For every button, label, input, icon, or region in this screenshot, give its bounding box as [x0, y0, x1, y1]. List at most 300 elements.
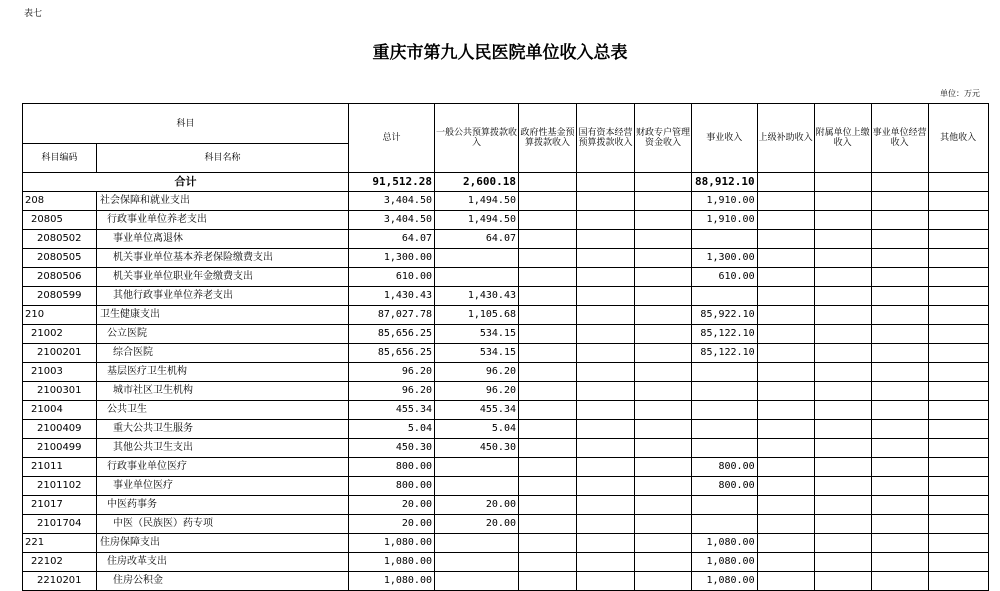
- row-value: [635, 477, 692, 496]
- row-value: [757, 534, 814, 553]
- row-value: 87,027.78: [349, 306, 435, 325]
- row-value: 85,122.10: [692, 325, 758, 344]
- row-value: 800.00: [692, 477, 758, 496]
- row-value: 1,430.43: [435, 287, 519, 306]
- row-code: 2080599: [23, 287, 97, 306]
- row-value: 96.20: [435, 382, 519, 401]
- page-title: 重庆市第九人民医院单位收入总表: [372, 43, 628, 63]
- row-value: 534.15: [435, 344, 519, 363]
- row-code: 2080506: [23, 268, 97, 287]
- row-value: [635, 382, 692, 401]
- row-value: [635, 306, 692, 325]
- row-value: [577, 249, 635, 268]
- row-value: [635, 211, 692, 230]
- row-name: 公立医院: [97, 325, 349, 344]
- row-value: [692, 382, 758, 401]
- row-value: [577, 325, 635, 344]
- row-value: [577, 287, 635, 306]
- row-value: [519, 420, 577, 439]
- col-header-superior-subsidy: 上级补助收入: [757, 104, 814, 173]
- row-value: [435, 268, 519, 287]
- row-code: 221: [23, 534, 97, 553]
- col-header-business-income: 事业收入: [692, 104, 758, 173]
- row-value: [692, 230, 758, 249]
- row-value: [871, 363, 928, 382]
- name-header: 科目名称: [97, 144, 349, 173]
- row-value: [928, 534, 988, 553]
- table-row: [23, 382, 989, 401]
- row-value: [635, 344, 692, 363]
- row-value: [635, 420, 692, 439]
- row-value: [692, 439, 758, 458]
- row-value: 1,494.50: [435, 211, 519, 230]
- row-value: [757, 382, 814, 401]
- row-value: [871, 287, 928, 306]
- row-value: 455.34: [435, 401, 519, 420]
- row-name: 行政事业单位医疗: [97, 458, 349, 477]
- row-value: [928, 439, 988, 458]
- row-value: 5.04: [435, 420, 519, 439]
- row-value: [577, 534, 635, 553]
- row-value: [814, 192, 871, 211]
- total-cell: [519, 173, 577, 192]
- row-value: [814, 382, 871, 401]
- col-header-gov-fund: 政府性基金预算拨款收入: [519, 104, 577, 173]
- row-value: [519, 249, 577, 268]
- row-value: [519, 363, 577, 382]
- row-value: [757, 230, 814, 249]
- row-value: [577, 230, 635, 249]
- code-header: 科目编码: [23, 144, 97, 173]
- row-value: [814, 230, 871, 249]
- row-value: [928, 401, 988, 420]
- row-value: [757, 211, 814, 230]
- row-value: [871, 534, 928, 553]
- row-code: 2100301: [23, 382, 97, 401]
- row-value: [519, 401, 577, 420]
- row-value: [814, 344, 871, 363]
- col-header-general-budget: 一般公共预算拨款收入: [435, 104, 519, 173]
- row-code: 2210201: [23, 572, 97, 591]
- row-value: [757, 325, 814, 344]
- table-row: [23, 420, 989, 439]
- row-value: [519, 477, 577, 496]
- row-value: [757, 458, 814, 477]
- row-value: 85,656.25: [349, 325, 435, 344]
- row-value: [435, 458, 519, 477]
- row-value: 800.00: [692, 458, 758, 477]
- row-value: [519, 211, 577, 230]
- row-value: 96.20: [435, 363, 519, 382]
- row-value: [519, 287, 577, 306]
- row-value: [928, 211, 988, 230]
- row-value: [928, 249, 988, 268]
- row-value: [519, 268, 577, 287]
- row-value: [928, 306, 988, 325]
- row-value: [814, 287, 871, 306]
- row-name: 重大公共卫生服务: [97, 420, 349, 439]
- row-value: [757, 420, 814, 439]
- row-value: [577, 401, 635, 420]
- row-value: [871, 306, 928, 325]
- row-value: 1,105.68: [435, 306, 519, 325]
- total-cell: 88,912.10: [692, 173, 758, 192]
- row-name: 住房公积金: [97, 572, 349, 591]
- row-code: 20805: [23, 211, 97, 230]
- row-value: [928, 458, 988, 477]
- row-name: 住房改革支出: [97, 553, 349, 572]
- row-value: 1,910.00: [692, 211, 758, 230]
- row-value: [814, 439, 871, 458]
- row-value: [871, 515, 928, 534]
- row-value: [519, 192, 577, 211]
- table-row: [23, 534, 989, 553]
- table-row: [23, 344, 989, 363]
- row-code: 208: [23, 192, 97, 211]
- row-name: 综合医院: [97, 344, 349, 363]
- total-cell: 2,600.18: [435, 173, 519, 192]
- row-code: 21017: [23, 496, 97, 515]
- table-id: 表七: [24, 9, 43, 19]
- row-value: 1,910.00: [692, 192, 758, 211]
- row-value: [814, 572, 871, 591]
- total-row: [23, 173, 989, 192]
- row-value: [635, 363, 692, 382]
- row-value: [635, 325, 692, 344]
- row-value: [757, 477, 814, 496]
- row-value: [814, 420, 871, 439]
- col-header-state-capital: 国有资本经营预算拨款收入: [577, 104, 635, 173]
- row-value: 455.34: [349, 401, 435, 420]
- row-value: 3,404.50: [349, 211, 435, 230]
- row-value: [692, 287, 758, 306]
- row-value: [814, 477, 871, 496]
- total-cell: [928, 173, 988, 192]
- row-value: [519, 306, 577, 325]
- total-cell: [577, 173, 635, 192]
- row-value: [757, 496, 814, 515]
- row-code: 2100499: [23, 439, 97, 458]
- row-value: 1,080.00: [349, 534, 435, 553]
- row-value: [871, 496, 928, 515]
- row-code: 21003: [23, 363, 97, 382]
- table-row: [23, 572, 989, 591]
- row-value: [635, 192, 692, 211]
- row-value: [577, 572, 635, 591]
- row-value: [519, 382, 577, 401]
- row-value: [757, 401, 814, 420]
- row-value: [577, 211, 635, 230]
- row-value: [577, 515, 635, 534]
- row-value: 450.30: [435, 439, 519, 458]
- income-table: [22, 103, 989, 591]
- row-value: 20.00: [349, 515, 435, 534]
- row-code: 21002: [23, 325, 97, 344]
- table-row: [23, 401, 989, 420]
- row-value: [577, 439, 635, 458]
- row-value: [928, 192, 988, 211]
- row-value: [577, 458, 635, 477]
- row-value: [814, 458, 871, 477]
- table-row: [23, 192, 989, 211]
- row-value: [635, 458, 692, 477]
- row-value: [635, 534, 692, 553]
- row-value: [577, 420, 635, 439]
- unit-label: 单位：万元: [940, 89, 980, 98]
- row-code: 2101704: [23, 515, 97, 534]
- row-name: 事业单位离退休: [97, 230, 349, 249]
- row-value: [814, 401, 871, 420]
- row-value: [519, 553, 577, 572]
- col-header-other-income: 其他收入: [928, 104, 988, 173]
- row-value: [871, 211, 928, 230]
- row-value: 85,922.10: [692, 306, 758, 325]
- row-value: 20.00: [349, 496, 435, 515]
- row-code: 2101102: [23, 477, 97, 496]
- row-code: 21011: [23, 458, 97, 477]
- row-value: 1,080.00: [349, 553, 435, 572]
- row-value: [871, 268, 928, 287]
- row-value: 1,080.00: [692, 534, 758, 553]
- row-value: [577, 496, 635, 515]
- table-row: [23, 439, 989, 458]
- table-row: [23, 211, 989, 230]
- row-value: [635, 401, 692, 420]
- row-value: 1,300.00: [692, 249, 758, 268]
- row-code: 22102: [23, 553, 97, 572]
- row-value: [635, 553, 692, 572]
- row-value: 610.00: [692, 268, 758, 287]
- row-value: [871, 249, 928, 268]
- table-row: [23, 325, 989, 344]
- row-value: 1,494.50: [435, 192, 519, 211]
- row-name: 卫生健康支出: [97, 306, 349, 325]
- row-value: [577, 553, 635, 572]
- row-value: [435, 534, 519, 553]
- row-name: 机关事业单位基本养老保险缴费支出: [97, 249, 349, 268]
- row-name: 其他公共卫生支出: [97, 439, 349, 458]
- row-name: 中医药事务: [97, 496, 349, 515]
- row-name: 社会保障和就业支出: [97, 192, 349, 211]
- row-value: [928, 382, 988, 401]
- row-value: [928, 572, 988, 591]
- row-value: [928, 363, 988, 382]
- row-value: 1,430.43: [349, 287, 435, 306]
- total-cell: [814, 173, 871, 192]
- row-value: [928, 230, 988, 249]
- table-row: [23, 306, 989, 325]
- row-value: [435, 477, 519, 496]
- table-row: [23, 515, 989, 534]
- row-value: [577, 268, 635, 287]
- row-value: [928, 287, 988, 306]
- row-value: [814, 325, 871, 344]
- row-value: [519, 534, 577, 553]
- row-value: [635, 268, 692, 287]
- row-value: [814, 515, 871, 534]
- row-name: 事业单位医疗: [97, 477, 349, 496]
- row-value: [814, 363, 871, 382]
- row-value: [871, 230, 928, 249]
- total-cell: [757, 173, 814, 192]
- row-value: [871, 572, 928, 591]
- row-value: 20.00: [435, 496, 519, 515]
- row-name: 住房保障支出: [97, 534, 349, 553]
- total-label: 合计: [23, 173, 349, 192]
- col-header-fiscal-account: 财政专户管理资金收入: [635, 104, 692, 173]
- row-code: 2100201: [23, 344, 97, 363]
- row-value: [577, 306, 635, 325]
- row-value: [635, 515, 692, 534]
- row-value: 5.04: [349, 420, 435, 439]
- row-value: [692, 363, 758, 382]
- row-value: [814, 496, 871, 515]
- row-name: 机关事业单位职业年金缴费支出: [97, 268, 349, 287]
- row-value: 20.00: [435, 515, 519, 534]
- row-value: [757, 287, 814, 306]
- row-value: [757, 249, 814, 268]
- row-value: [435, 249, 519, 268]
- row-code: 210: [23, 306, 97, 325]
- row-value: [814, 306, 871, 325]
- row-value: [635, 572, 692, 591]
- row-value: [577, 363, 635, 382]
- row-value: [519, 572, 577, 591]
- row-value: 800.00: [349, 458, 435, 477]
- table-row: [23, 230, 989, 249]
- row-value: [928, 515, 988, 534]
- row-value: [871, 382, 928, 401]
- row-value: 800.00: [349, 477, 435, 496]
- row-value: 534.15: [435, 325, 519, 344]
- row-value: [519, 515, 577, 534]
- row-value: 96.20: [349, 382, 435, 401]
- row-value: [757, 268, 814, 287]
- row-value: [814, 534, 871, 553]
- row-value: 96.20: [349, 363, 435, 382]
- row-value: 450.30: [349, 439, 435, 458]
- row-value: 1,300.00: [349, 249, 435, 268]
- header-row: [23, 104, 989, 144]
- row-name: 公共卫生: [97, 401, 349, 420]
- row-value: [577, 344, 635, 363]
- row-name: 中医（民族医）药专项: [97, 515, 349, 534]
- row-value: [435, 572, 519, 591]
- row-name: 城市社区卫生机构: [97, 382, 349, 401]
- row-value: [519, 458, 577, 477]
- row-code: 21004: [23, 401, 97, 420]
- row-value: [814, 249, 871, 268]
- row-value: 610.00: [349, 268, 435, 287]
- table-row: [23, 477, 989, 496]
- row-value: [871, 477, 928, 496]
- row-value: [519, 496, 577, 515]
- row-value: [757, 572, 814, 591]
- row-value: [757, 439, 814, 458]
- row-value: [635, 439, 692, 458]
- row-value: [814, 553, 871, 572]
- row-value: [635, 230, 692, 249]
- row-value: [757, 515, 814, 534]
- row-value: [928, 325, 988, 344]
- row-value: [577, 192, 635, 211]
- row-name: 行政事业单位养老支出: [97, 211, 349, 230]
- row-value: [577, 382, 635, 401]
- row-value: [519, 344, 577, 363]
- row-name: 其他行政事业单位养老支出: [97, 287, 349, 306]
- subject-header: 科目: [23, 104, 349, 144]
- row-value: [814, 268, 871, 287]
- total-cell: [635, 173, 692, 192]
- table-row: [23, 458, 989, 477]
- row-value: [928, 420, 988, 439]
- table-row: [23, 249, 989, 268]
- total-cell: [871, 173, 928, 192]
- table-row: [23, 287, 989, 306]
- row-value: [692, 496, 758, 515]
- row-code: 2080502: [23, 230, 97, 249]
- row-value: [871, 553, 928, 572]
- row-value: [435, 553, 519, 572]
- table-row: [23, 496, 989, 515]
- row-value: [928, 344, 988, 363]
- row-value: [519, 439, 577, 458]
- row-value: [635, 249, 692, 268]
- row-value: [757, 192, 814, 211]
- col-header-operating-income: 事业单位经营收入: [871, 104, 928, 173]
- table-row: [23, 268, 989, 287]
- table-row: [23, 363, 989, 382]
- row-value: [928, 553, 988, 572]
- row-value: [871, 344, 928, 363]
- row-value: [928, 268, 988, 287]
- row-value: [871, 192, 928, 211]
- col-header-affiliate-remit: 附属单位上缴收入: [814, 104, 871, 173]
- col-header-total: 总计: [349, 104, 435, 173]
- row-value: 64.07: [349, 230, 435, 249]
- row-value: [871, 439, 928, 458]
- row-name: 基层医疗卫生机构: [97, 363, 349, 382]
- table-row: [23, 553, 989, 572]
- row-value: [814, 211, 871, 230]
- row-value: [871, 458, 928, 477]
- row-value: [871, 325, 928, 344]
- row-value: [871, 401, 928, 420]
- row-value: [757, 553, 814, 572]
- row-value: 1,080.00: [349, 572, 435, 591]
- row-value: [928, 477, 988, 496]
- total-cell: 91,512.28: [349, 173, 435, 192]
- row-value: 1,080.00: [692, 572, 758, 591]
- row-value: [519, 230, 577, 249]
- row-code: 2100409: [23, 420, 97, 439]
- row-value: [577, 477, 635, 496]
- row-value: [519, 325, 577, 344]
- row-value: 3,404.50: [349, 192, 435, 211]
- row-value: 85,122.10: [692, 344, 758, 363]
- row-value: [871, 420, 928, 439]
- row-value: [692, 401, 758, 420]
- row-value: [635, 287, 692, 306]
- row-value: [757, 306, 814, 325]
- row-value: 1,080.00: [692, 553, 758, 572]
- row-value: 64.07: [435, 230, 519, 249]
- row-value: [757, 363, 814, 382]
- row-value: 85,656.25: [349, 344, 435, 363]
- row-code: 2080505: [23, 249, 97, 268]
- row-value: [692, 515, 758, 534]
- row-value: [928, 496, 988, 515]
